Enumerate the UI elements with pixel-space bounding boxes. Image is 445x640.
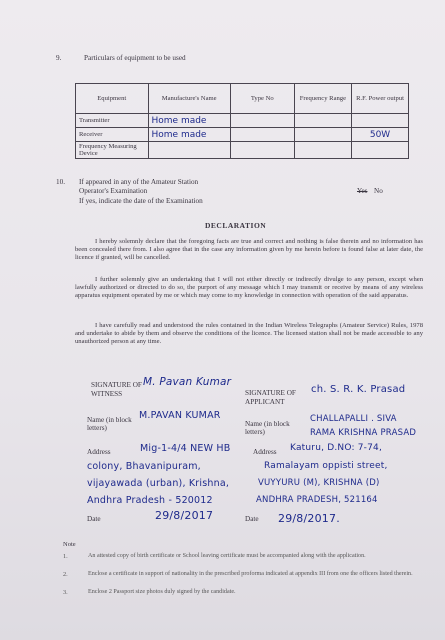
cell-manufacturer bbox=[148, 142, 230, 159]
cell-frequency bbox=[294, 128, 351, 142]
witness-name: M.PAVAN KUMAR bbox=[139, 410, 221, 421]
table-header-row bbox=[76, 84, 409, 114]
witness-address-line-4: Andhra Pradesh - 520012 bbox=[87, 495, 213, 506]
note-number: 2. bbox=[63, 571, 68, 578]
applicant-address-line-3: VUYYURU (M), KRISHNA (D) bbox=[258, 478, 380, 488]
declaration-para-2: I further solemnly give an undertaking that I will not either directly or indirectly divulge to any person, except when lawfully authorized or directed to do so, the purport of any message which I may transmit or receive by means of any wireless apparatus equipment operated by me or which may come to my knowledge in connection with operation of the said apparatus. bbox=[75, 276, 423, 300]
applicant-signature: ch. S. R. K. Prasad bbox=[311, 384, 406, 395]
note-text: An attested copy of birth certificate or School leaving certificate must be accompanied along with the application. bbox=[88, 553, 366, 559]
cell-manufacturer: Home made bbox=[148, 114, 230, 128]
item9-number: 9. bbox=[56, 54, 62, 62]
witness-name-label: Name (in block letters) bbox=[87, 416, 132, 432]
cell-frequency bbox=[294, 142, 351, 159]
cell-power: 50W bbox=[352, 128, 409, 142]
cell-power bbox=[352, 142, 409, 159]
applicant-address-line-1: Katuru, D.NO: 7-74, bbox=[290, 443, 383, 453]
header-manufacturer: Manufacture's Name bbox=[148, 84, 230, 114]
equipment-table bbox=[75, 83, 409, 159]
applicant-name-label: Name (in block letters) bbox=[245, 420, 290, 436]
header-frequency-range: Frequency Range bbox=[294, 84, 351, 114]
note-text: Enclose a certificate in support of nationality in the prescribed proforma indicated at appendix III from one the officers listed therein. bbox=[88, 571, 413, 577]
item10-line3: If yes, indicate the date of the Examination bbox=[79, 197, 203, 205]
item9-heading: Particulars of equipment to be used bbox=[84, 54, 186, 62]
witness-signature-label: SIGNATURE OF WITNESS bbox=[91, 381, 142, 398]
item10-answer-yes: Yes bbox=[357, 187, 368, 195]
table-row bbox=[76, 114, 409, 128]
applicant-address-label: Address bbox=[253, 448, 277, 456]
item10-answer-no: No bbox=[374, 187, 383, 195]
notes-heading: Note bbox=[63, 541, 76, 548]
table-row bbox=[76, 142, 409, 159]
applicant-address-line-4: ANDHRA PRADESH, 521164 bbox=[256, 495, 378, 505]
witness-signature: M. Pavan Kumar bbox=[143, 376, 232, 388]
applicant-signature-label: SIGNATURE OF APPLICANT bbox=[245, 389, 296, 406]
header-rf-power: R.F. Power output bbox=[352, 84, 409, 114]
witness-address-line-2: colony, Bhavanipuram, bbox=[87, 461, 201, 472]
applicant-name-line-2: RAMA KRISHNA PRASAD bbox=[310, 428, 417, 438]
cell-type-no bbox=[230, 128, 294, 142]
note-number: 1. bbox=[63, 553, 68, 560]
applicant-date-label: Date bbox=[245, 515, 259, 523]
header-type-no: Type No bbox=[230, 84, 294, 114]
item10-number: 10. bbox=[56, 178, 65, 186]
declaration-para-1: I hereby solemnly declare that the foregoing facts are true and correct and nothing is false therein and no information has been concealed there from. I also agree that in the case any information given by me herein before is found false at later date, the licence if granted, will be cancelled. bbox=[75, 238, 423, 262]
item10-line2: Operator's Examination bbox=[79, 187, 148, 195]
cell-equipment: Receiver bbox=[76, 128, 149, 142]
cell-equipment: Transmitter bbox=[76, 114, 149, 128]
declaration-title: DECLARATION bbox=[205, 221, 267, 230]
note-text: Enclose 2 Passport size photos duly signed by the candidate. bbox=[88, 589, 236, 595]
note-number: 3. bbox=[63, 589, 68, 596]
table-row bbox=[76, 128, 409, 142]
header-equipment: Equipment bbox=[76, 84, 149, 114]
cell-type-no bbox=[230, 142, 294, 159]
declaration-para-3: I have carefully read and understood the rules contained in the Indian Wireless Telegraphs (Amateur Service) Rules, 1978 and undertake to abide by them and observe the conditions of the licence. The licensed station shall not be made accessible to any unauthorized person at any time. bbox=[75, 322, 423, 346]
witness-date: 29/8/2017 bbox=[155, 509, 214, 522]
cell-type-no bbox=[230, 114, 294, 128]
item10-line1: If appeared in any of the Amateur Station bbox=[79, 178, 199, 186]
witness-date-label: Date bbox=[87, 515, 101, 523]
applicant-address-line-2: Ramalayam oppisti street, bbox=[264, 461, 388, 471]
witness-address-line-3: vijayawada (urban), Krishna, bbox=[87, 478, 230, 489]
cell-power bbox=[352, 114, 409, 128]
witness-address-label: Address bbox=[87, 448, 111, 456]
cell-frequency bbox=[294, 114, 351, 128]
applicant-date: 29/8/2017. bbox=[278, 512, 340, 525]
cell-manufacturer: Home made bbox=[148, 128, 230, 142]
cell-equipment: Frequency Measuring Device bbox=[76, 142, 149, 159]
witness-address-line-1: Mig-1-4/4 NEW HB bbox=[140, 443, 231, 454]
applicant-name-line-1: CHALLAPALLI . SIVA bbox=[310, 414, 397, 424]
